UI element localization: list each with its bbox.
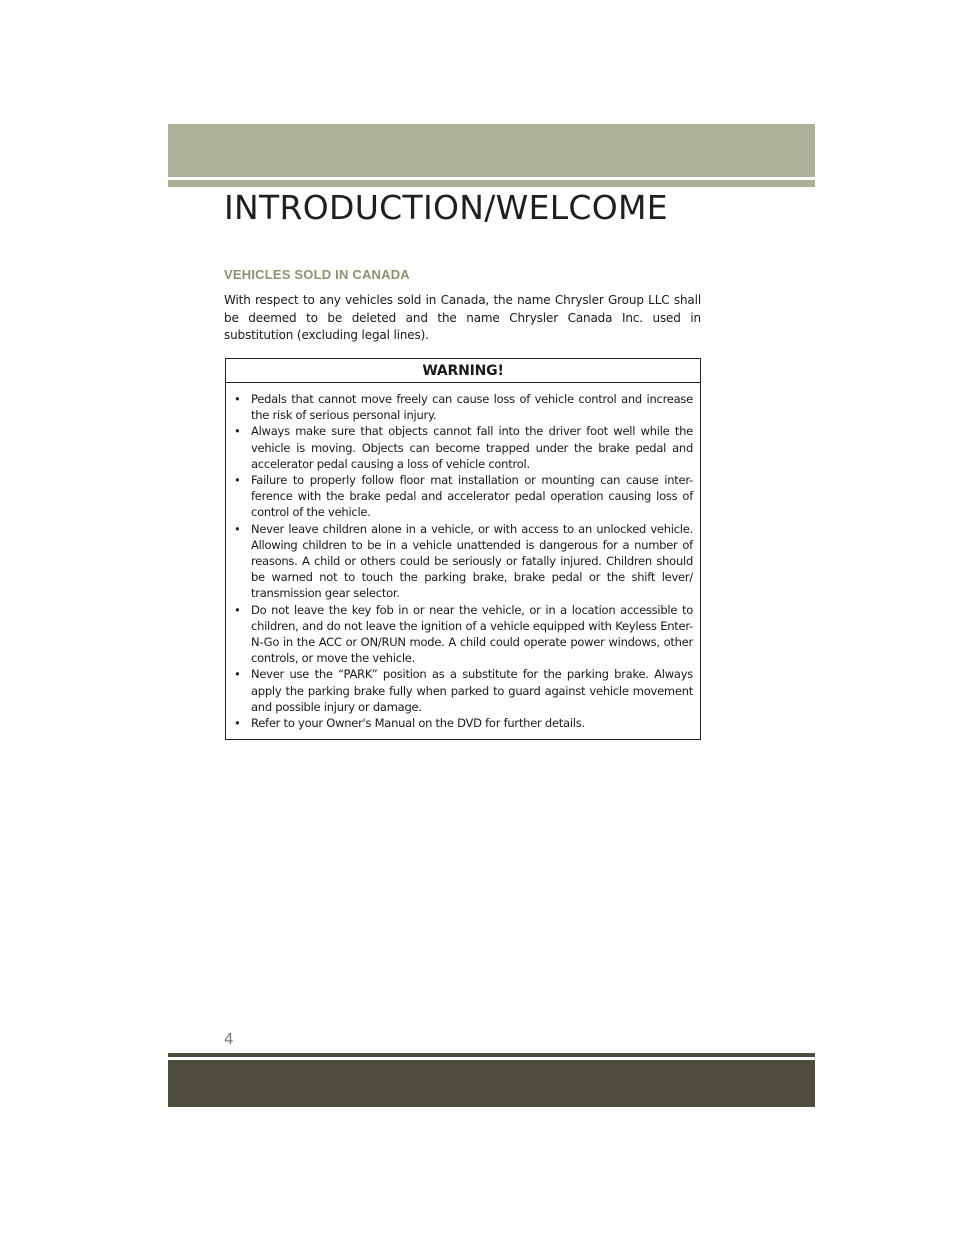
warning-item [234,423,693,472]
bullet-icon: • [234,667,241,682]
bullet-icon: • [234,716,241,731]
section-body-text: With respect to any vehicles sold in Canada, the name Chrysler Group LLC shall be deemed to be deleted and the name Chrysler Canada Inc. used in substitution (excluding legal lines). [224,293,701,342]
bullet-icon: • [234,473,241,488]
page-number: 4 [224,1030,234,1048]
footer-band [168,1060,815,1107]
bullet-icon: • [234,392,241,406]
bullet-icon: • [234,424,241,439]
warning-title: WARNING! [226,359,700,383]
bullet-icon: • [234,602,241,617]
warning-item-text: Do not leave the key fob in or near the vehicle, or in a location accessible to children, and do not leave the ignition of a vehicle equipped with Keyless Enter-N-Go in the ACC or ON/RUN mode. A child could operate power windows, other controls, or move the vehicle. [251,602,693,666]
warning-item [234,715,693,731]
warning-item [234,666,693,715]
header-band [168,124,815,177]
warning-item-text: Always make sure that objects cannot fall into the driver foot well while the vehicle is moving. Objects can become trapped under the brake pedal and accelerator pedal causing a loss of vehicle control. [251,424,693,471]
page-title: INTRODUCTION/WELCOME [224,188,668,227]
footer-stripe [168,1053,815,1057]
warning-box [225,358,701,740]
warning-item-text: Failure to properly follow floor mat installation or mounting can cause inter-ference with the brake pedal and accelerator pedal operation causing loss of control of the vehicle. [251,473,693,520]
warning-item-text: Never leave children alone in a vehicle, or with access to an unlocked vehicle. Allowing children to be in a vehicle unattended is dangerous for a number of reasons. A child or others could be seriously or fatally injured. Children should be warned not to touch the parking brake, brake pedal or the shift lever/ transmission gear selector. [251,521,693,601]
warning-item [234,472,693,521]
warning-item-text: Never use the “PARK” position as a substitute for the parking brake. Always apply the parking brake fully when parked to guard against vehicle movement and possible injury or damage. [251,667,693,714]
section-heading: VEHICLES SOLD IN CANADA [224,267,410,282]
warning-item [234,602,693,667]
warning-item-text: Pedals that cannot move freely can cause loss of vehicle control and increase the risk of serious personal injury. [251,392,693,423]
warning-item [234,391,693,423]
bullet-icon: • [234,521,241,536]
warning-item-text: Refer to your Owner's Manual on the DVD for further details. [251,716,585,731]
warning-item [234,521,693,602]
warning-list [226,383,700,731]
header-stripe [168,180,815,187]
